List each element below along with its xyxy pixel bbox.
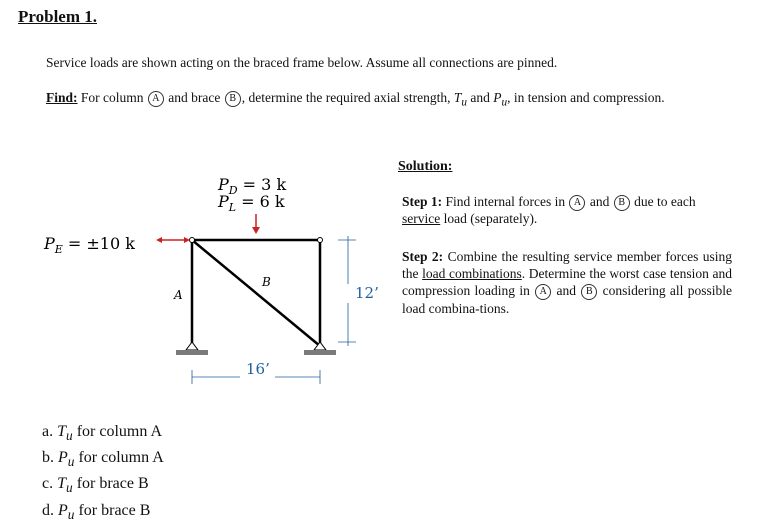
- find-text-2: and brace: [164, 90, 224, 105]
- load-combinations-link: load combinations: [422, 266, 522, 281]
- question-part: a. $T_u$ for column A: [42, 423, 163, 444]
- height-dimension-label: 12’: [355, 284, 379, 302]
- pin-joint-right: [318, 238, 323, 243]
- question-part: b. $P_u$ for column A: [42, 449, 164, 470]
- step-1-text-c: due to each: [630, 194, 696, 209]
- pin-joint-left: [190, 238, 195, 243]
- step-2-label: Step 2:: [402, 249, 444, 264]
- step-2-text-d: considering all possible load combina-tions.: [402, 283, 732, 316]
- column-a-label: A: [174, 288, 183, 302]
- span-dimension-label: 16’: [246, 360, 270, 378]
- circle-a-marker: A: [535, 284, 551, 300]
- brace-b: [192, 240, 320, 346]
- step-1-text-b: and: [586, 194, 613, 209]
- service-link: service: [402, 211, 441, 226]
- pu-subscript: u: [501, 96, 508, 109]
- find-text-3: , determine the required axial strength,: [241, 90, 454, 105]
- find-text-1: For column: [77, 90, 147, 105]
- pin-support-left: [176, 342, 208, 355]
- height-dimension: [338, 236, 356, 346]
- intro-paragraph: Service loads are shown acting on the braced frame below. Assume all connections are pinned.: [46, 55, 558, 70]
- pd-label: $P_D = 3$ k: [218, 175, 287, 197]
- tu-subscript: u: [461, 96, 468, 109]
- step-1-label: Step 1:: [402, 194, 443, 209]
- pu-symbol: P: [493, 90, 502, 105]
- question-part: c. $T_u$ for brace B: [42, 475, 149, 496]
- find-text-5: , in tension and compression.: [507, 90, 665, 105]
- circle-b-marker: B: [225, 91, 241, 107]
- step-2-text-b: . Determine the worst case tension and compression loading in: [402, 266, 733, 298]
- step-2-text: [402, 248, 732, 317]
- lateral-load-arrow: [156, 237, 190, 243]
- circle-b-marker: B: [614, 195, 630, 211]
- pl-label: $P_L = 6$ k: [218, 192, 285, 214]
- step-1-text: [402, 194, 732, 227]
- problem-title: Problem 1.: [18, 7, 98, 26]
- circle-b-marker: B: [581, 284, 597, 300]
- find-text-4: and: [467, 90, 494, 105]
- question-part: d. $P_u$ for brace B: [42, 501, 151, 522]
- gravity-load-arrow: [252, 214, 260, 234]
- step-2-text-a: Combine the resulting service member forces using the: [402, 249, 732, 281]
- solution-heading: Solution:: [398, 159, 453, 174]
- brace-b-label: B: [262, 275, 271, 289]
- find-label: Find:: [46, 90, 78, 105]
- tu-symbol: T: [453, 90, 462, 105]
- circle-a-marker: A: [148, 91, 164, 107]
- step-1-text-d: load (separately).: [440, 211, 538, 226]
- pe-label: $P_E = \pm 10$ k: [44, 234, 135, 256]
- circle-a-marker: A: [569, 195, 585, 211]
- step-1-text-a: Find internal forces in: [442, 194, 569, 209]
- step-2-text-c: and: [552, 283, 581, 298]
- pin-support-right: [304, 342, 336, 355]
- question-parts-list: [42, 421, 164, 526]
